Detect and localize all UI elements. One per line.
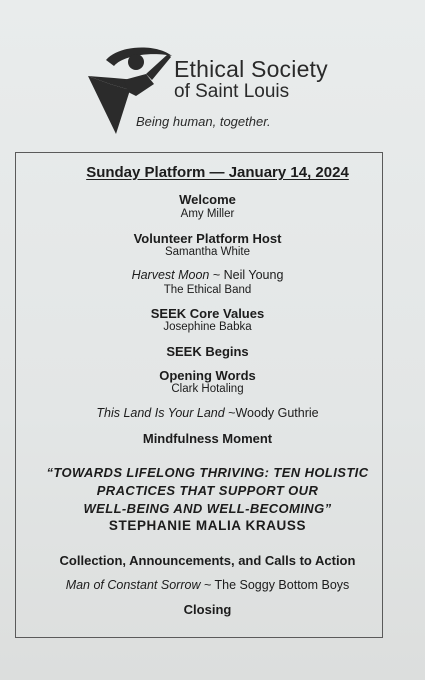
opening-words-name: Clark Hotaling: [171, 383, 244, 395]
seek-values-heading: SEEK Core Values: [150, 306, 265, 321]
seek-begins-heading: SEEK Begins: [166, 344, 249, 359]
mindfulness-heading: Mindfulness Moment: [142, 431, 273, 446]
lecture-title-line3: WELL-BEING AND WELL-BECOMING”: [83, 501, 332, 516]
welcome-heading: Welcome: [179, 192, 236, 207]
lecture-title-line2: PRACTICES THAT SUPPORT OUR: [96, 483, 319, 498]
song2-artist: ~Woody Guthrie: [224, 406, 319, 420]
song2-line: [15, 406, 400, 420]
lecture-title-line1: “TOWARDS LIFELONG THRIVING: TEN HOLISTIC: [46, 465, 369, 480]
welcome-name: Amy Miller: [180, 208, 235, 220]
song3-artist: ~ The Soggy Bottom Boys: [200, 578, 350, 592]
lecture-speaker: STEPHANIE MALIA KRAUSS: [108, 518, 307, 533]
song1-performer: The Ethical Band: [163, 284, 252, 296]
seek-values-name: Josephine Babka: [163, 321, 252, 333]
song1-line: [15, 268, 400, 282]
org-name-line1: Ethical Society: [174, 56, 328, 82]
song2-title: This Land Is Your Land: [96, 406, 225, 420]
collection-heading: Collection, Announcements, and Calls to Action: [59, 553, 356, 568]
opening-words-heading: Opening Words: [159, 368, 256, 383]
song3-title: Man of Constant Sorrow: [65, 578, 201, 592]
closing-heading: Closing: [183, 602, 232, 617]
host-heading: Volunteer Platform Host: [133, 231, 282, 246]
tagline: Being human, together.: [136, 114, 271, 129]
song1-artist: ~ Neil Young: [209, 268, 284, 282]
song1-title: Harvest Moon: [131, 268, 210, 282]
program-title: Sunday Platform — January 14, 2024: [86, 164, 349, 181]
org-name-line2: of Saint Louis: [174, 81, 290, 102]
song3-line: [15, 578, 400, 592]
host-name: Samantha White: [164, 246, 250, 258]
